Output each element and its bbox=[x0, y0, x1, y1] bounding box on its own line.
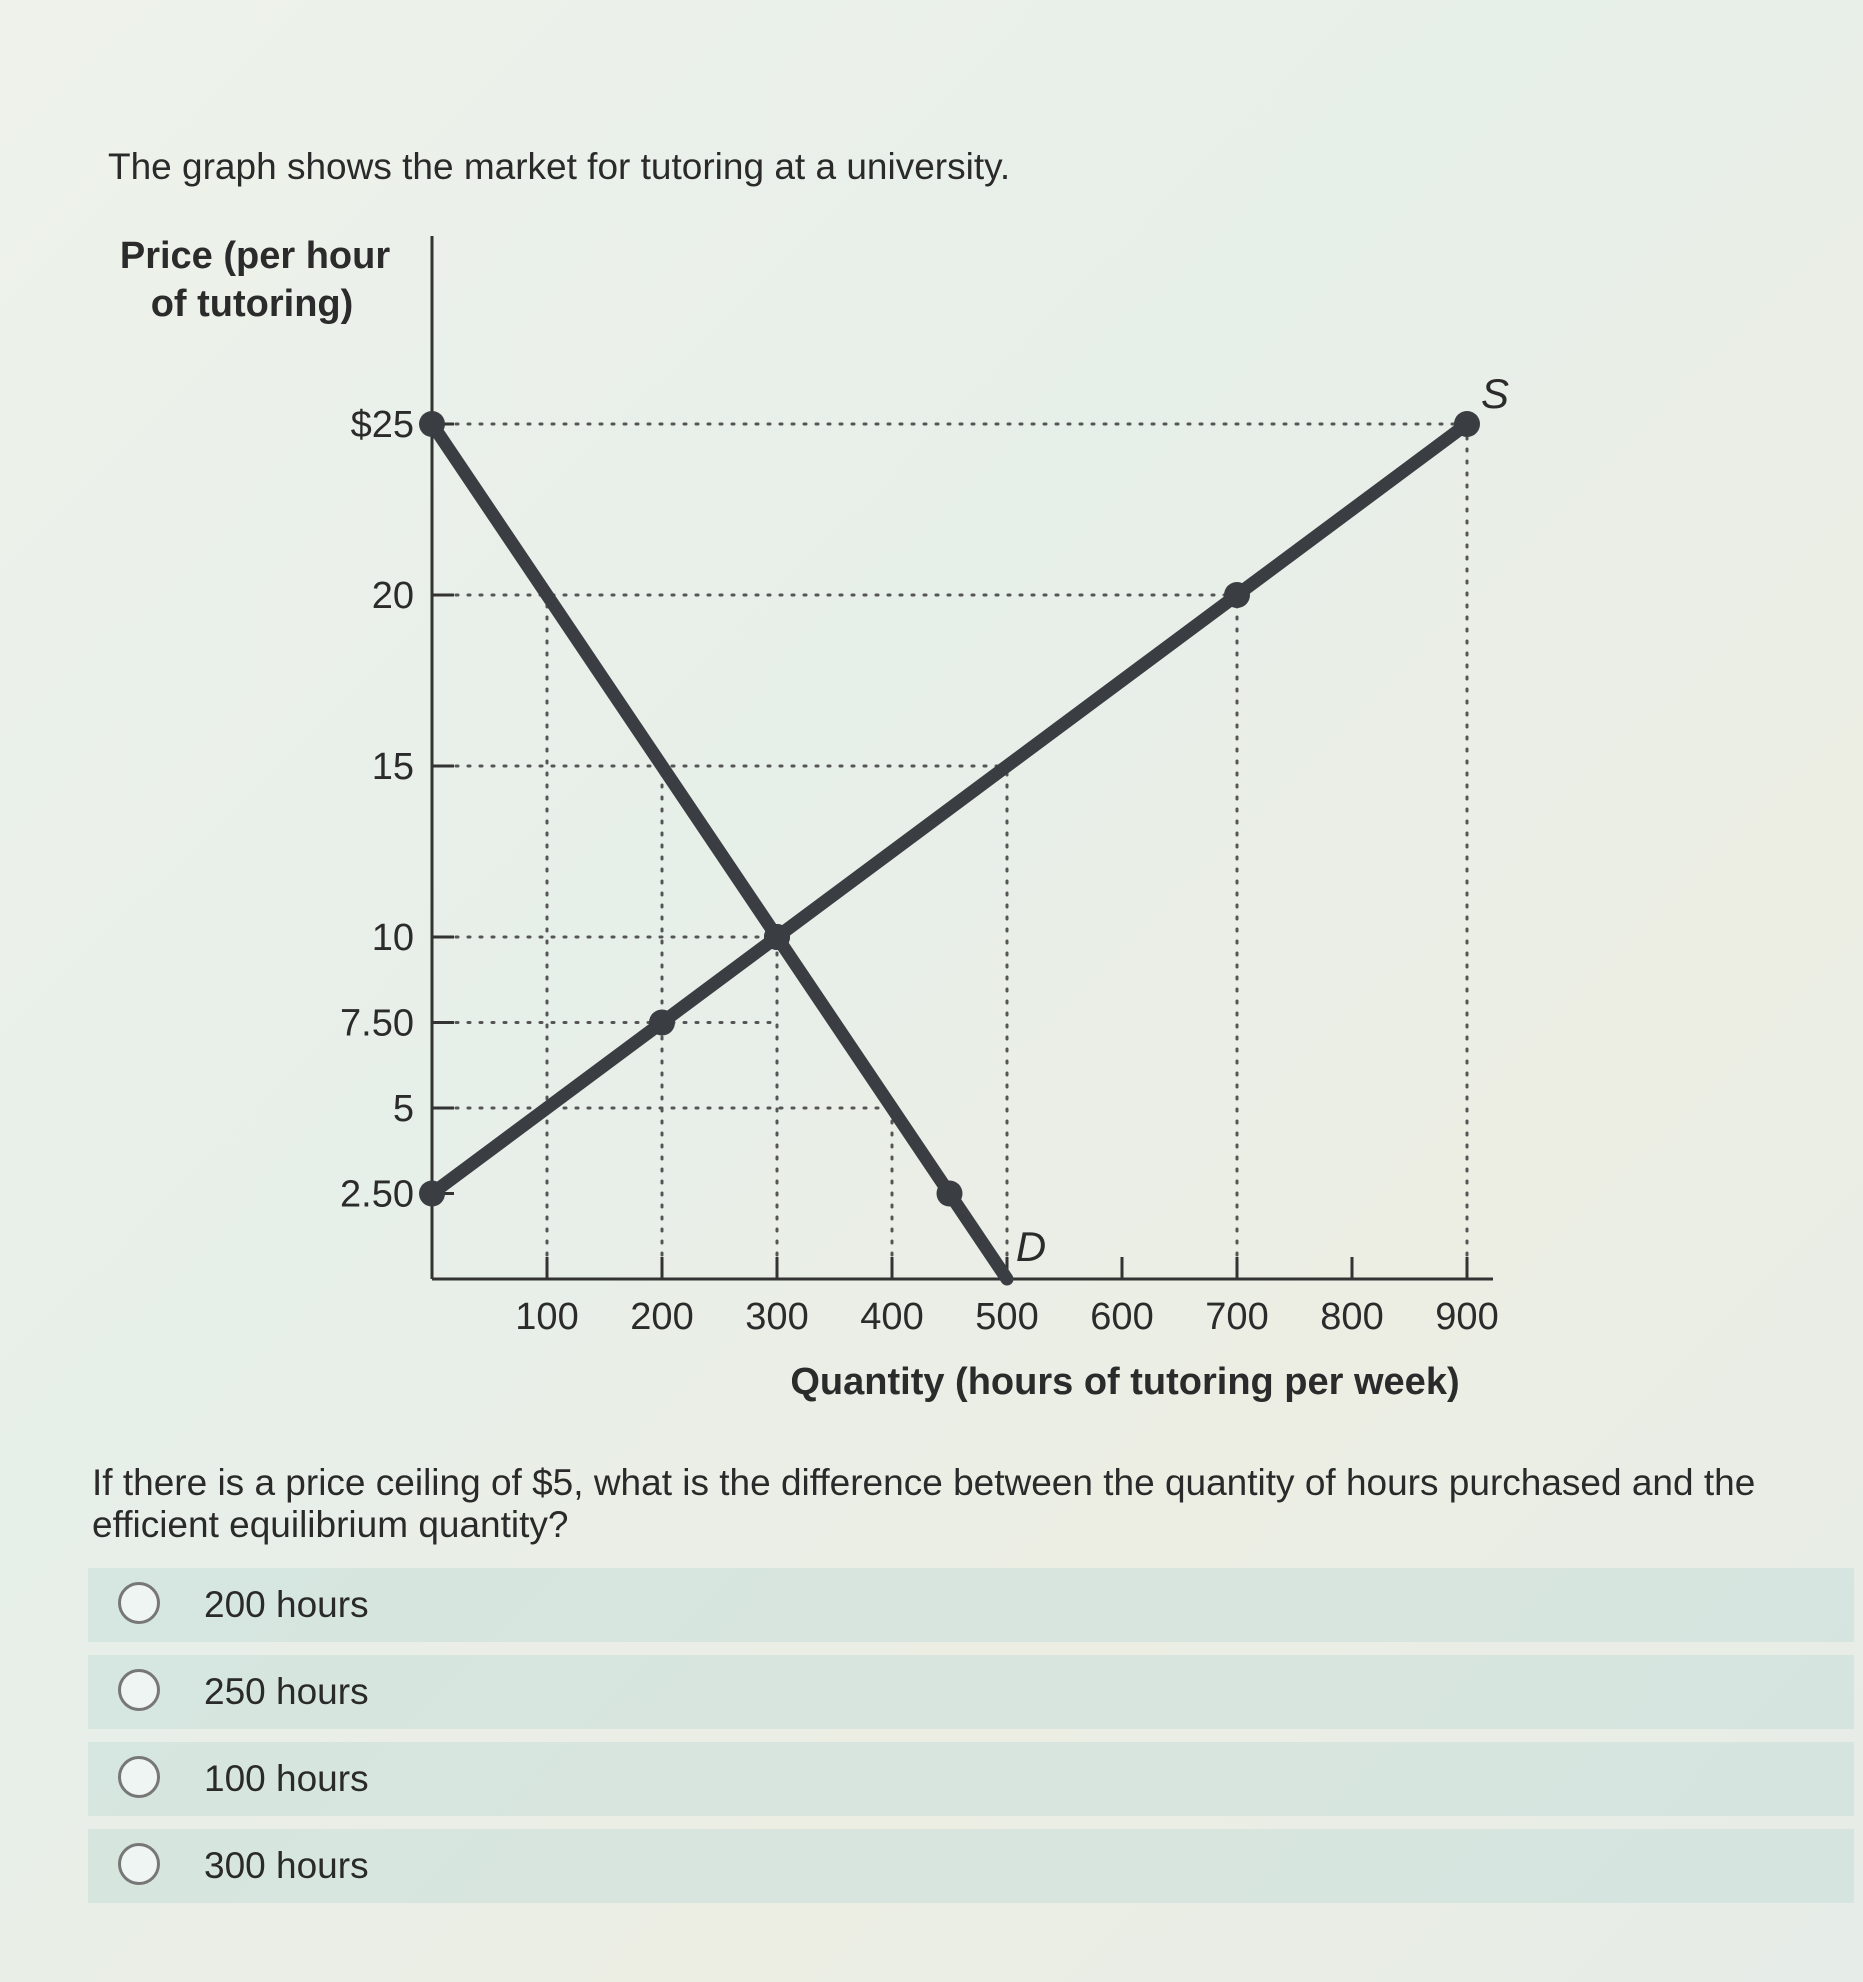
x-tick-label-500: 500 bbox=[975, 1296, 1039, 1338]
radio-button-icon[interactable] bbox=[118, 1582, 160, 1624]
answer-option-300-hours[interactable] bbox=[88, 1829, 1854, 1903]
question-text: If there is a price ceiling of $5, what is the difference between the quantity of hours purchased and the efficient equilibrium quantity? bbox=[92, 1462, 1756, 1545]
answer-option-200-hours[interactable] bbox=[88, 1568, 1854, 1642]
d-curve-label: D bbox=[1015, 1223, 1047, 1270]
d-point-1 bbox=[764, 924, 790, 950]
x-tick-label-900: 900 bbox=[1435, 1296, 1499, 1338]
y-axis-label-line2: of tutoring) bbox=[150, 283, 354, 325]
answer-option-250-hours[interactable] bbox=[88, 1655, 1854, 1729]
answer-option-label: 100 hours bbox=[204, 1758, 369, 1799]
d-point-2 bbox=[937, 1181, 963, 1207]
d-curve bbox=[432, 424, 1007, 1279]
d-point-0 bbox=[419, 411, 445, 437]
answer-option-label: 250 hours bbox=[204, 1671, 369, 1712]
radio-button-icon[interactable] bbox=[118, 1843, 160, 1885]
radio-button-icon[interactable] bbox=[118, 1756, 160, 1798]
answer-options bbox=[88, 1568, 1854, 1916]
radio-button-icon[interactable] bbox=[118, 1669, 160, 1711]
series bbox=[419, 370, 1509, 1279]
y-tick-label-5: 5 bbox=[392, 1088, 414, 1130]
y-tick-label-2.5: 2.50 bbox=[340, 1173, 414, 1216]
intro-text: The graph shows the market for tutoring at a university. bbox=[108, 146, 1011, 187]
x-tick-label-100: 100 bbox=[515, 1296, 579, 1338]
axes bbox=[432, 236, 1493, 1279]
guide-lines bbox=[432, 424, 1467, 1279]
s-curve bbox=[432, 424, 1467, 1194]
y-tick-label-15: 15 bbox=[371, 746, 414, 788]
answer-option-label: 300 hours bbox=[204, 1845, 369, 1886]
x-tick-label-800: 800 bbox=[1320, 1296, 1384, 1338]
x-axis-label: Quantity (hours of tutoring per week) bbox=[790, 1361, 1460, 1403]
answer-option-100-hours[interactable] bbox=[88, 1742, 1854, 1816]
y-tick-label-10: 10 bbox=[371, 917, 414, 959]
x-tick-label-300: 300 bbox=[745, 1296, 809, 1338]
y-tick-label-25: $25 bbox=[350, 404, 414, 446]
x-tick-label-700: 700 bbox=[1205, 1296, 1269, 1338]
s-point-4 bbox=[1454, 411, 1480, 437]
y-tick-label-20: 20 bbox=[371, 575, 414, 617]
s-point-3 bbox=[1224, 582, 1250, 608]
s-curve-label: S bbox=[1480, 370, 1510, 417]
y-tick-label-7.5: 7.50 bbox=[340, 1002, 414, 1045]
x-tick-label-600: 600 bbox=[1090, 1296, 1154, 1338]
labels bbox=[120, 235, 1460, 1403]
x-tick-label-200: 200 bbox=[630, 1296, 694, 1338]
x-tick-label-400: 400 bbox=[860, 1296, 924, 1338]
y-axis-label-line1: Price (per hour bbox=[119, 235, 391, 277]
answer-option-label: 200 hours bbox=[204, 1584, 369, 1625]
s-point-1 bbox=[649, 1010, 675, 1036]
s-point-0 bbox=[419, 1181, 445, 1207]
